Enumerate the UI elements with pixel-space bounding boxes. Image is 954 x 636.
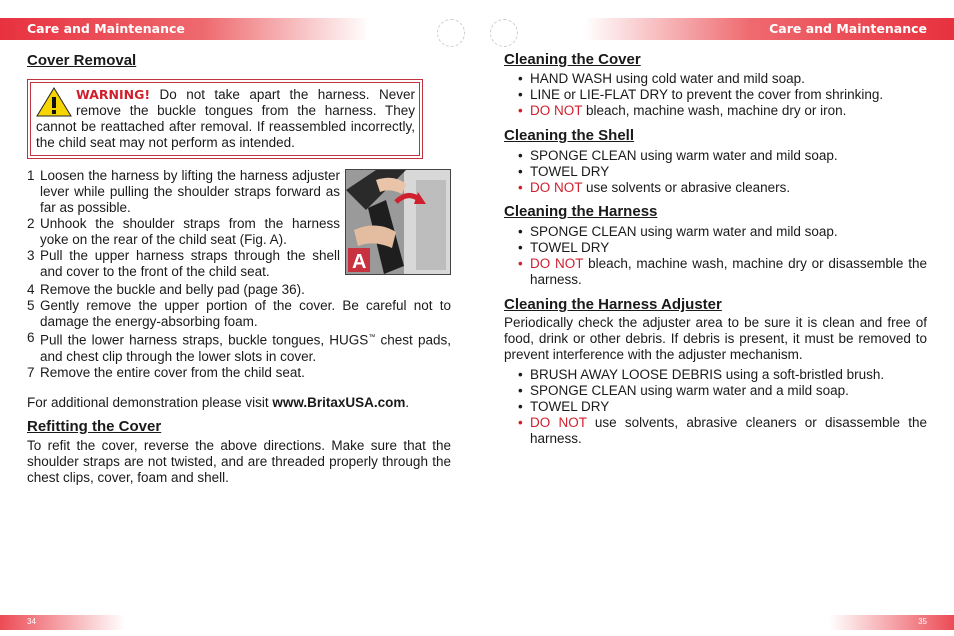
cleaning-shell-list [504, 148, 927, 196]
removal-steps-wide [27, 282, 451, 381]
step-item: 1 Loosen the harness by lifting the harness adjuster lever while pulling the shoulder straps forward as far as possible. [27, 168, 340, 215]
warning-triangle-icon [36, 87, 72, 117]
header-title-left: Care and Maintenance [27, 21, 185, 36]
step-item: 3 Pull the upper harness straps through the shell and cover to the front of the child seat. [27, 248, 340, 279]
step-item: 5 Gently remove the upper portion of the cover. Be careful not to damage the energy-absorbing foam. [27, 298, 451, 329]
registration-mark-right [490, 19, 518, 47]
step-item: 7 Remove the entire cover from the child seat. [27, 364, 305, 380]
footer-bar-right [829, 615, 954, 630]
list-item: • SPONGE CLEAN using warm water and mild soap. [518, 148, 838, 163]
figure-a-photo [345, 169, 451, 275]
removal-steps [27, 168, 340, 280]
step-item: 2 Unhook the shoulder straps from the harness yoke on the rear of the child seat (Fig. A). [27, 216, 340, 247]
list-item: • DO NOT bleach, machine wash, machine dry or disassemble the harness. [518, 256, 927, 287]
refitting-title: Refitting the Cover [27, 418, 162, 435]
header-title-right: Care and Maintenance [769, 21, 927, 36]
page-number-right: 35 [918, 617, 927, 626]
figure-label: A [352, 251, 367, 273]
header-bar-left [0, 18, 370, 40]
page-number-left: 34 [27, 617, 36, 626]
cover-removal-title: Cover Removal [27, 52, 137, 69]
list-item: • TOWEL DRY [518, 240, 610, 255]
cleaning-adjuster-title: Cleaning the Harness Adjuster [504, 296, 722, 313]
list-item: • TOWEL DRY [518, 164, 610, 179]
step-item: 6 Pull the lower harness straps, buckle tongues, HUGS™ chest pads, and chest clip through the lower slots in cover. [27, 330, 452, 364]
britax-link[interactable]: www.BritaxUSA.com [272, 395, 406, 410]
list-item: • HAND WASH using cold water and mild soap. [518, 71, 805, 86]
cleaning-cover-title: Cleaning the Cover [504, 51, 641, 68]
warning-box [27, 79, 423, 159]
list-item: • SPONGE CLEAN using warm water and a mild soap. [518, 383, 849, 398]
list-item: • DO NOT bleach, machine wash, machine dry or iron. [518, 103, 847, 118]
registration-mark-left [437, 19, 465, 47]
list-item: • BRUSH AWAY LOOSE DEBRIS using a soft-bristled brush. [518, 367, 885, 382]
list-item: • LINE or LIE-FLAT DRY to prevent the cover from shrinking. [518, 87, 884, 102]
footer-bar-left [0, 615, 125, 630]
list-item: • DO NOT use solvents, abrasive cleaners or disassemble the harness. [518, 415, 927, 446]
cleaning-harness-title: Cleaning the Harness [504, 203, 658, 220]
cleaning-shell-title: Cleaning the Shell [504, 127, 635, 144]
step-item: 4 Remove the buckle and belly pad (page 36). [27, 282, 305, 297]
warning-label: WARNING! [76, 87, 151, 102]
list-item: • SPONGE CLEAN using warm water and mild soap. [518, 224, 838, 239]
adjuster-intro: Periodically check the adjuster area to be sure it is clean and free of food, drink or other debris. If debris is present, it must be removed to prevent interference with the adjuster mechanism. [504, 315, 927, 362]
warning-text: Do not take apart the harness. Never remove the buckle tongues from the harness. They cannot be reattached after removal. If reassembled incorrectly, the child seat may not perform as intended. [36, 87, 415, 150]
cleaning-harness-list [504, 224, 927, 288]
refitting-text: To refit the cover, reverse the above directions. Make sure that the shoulder straps are not twisted, and are threaded properly through the chest clips, cover, foam and shell. [27, 438, 451, 485]
list-item: • TOWEL DRY [518, 399, 610, 414]
list-item: • DO NOT use solvents or abrasive cleaners. [518, 180, 791, 195]
cleaning-adjuster-list [504, 367, 927, 447]
demo-text: For additional demonstration please visit www.BritaxUSA.com. [27, 395, 410, 410]
cleaning-cover-list [504, 71, 927, 119]
header-bar-right [584, 18, 954, 40]
